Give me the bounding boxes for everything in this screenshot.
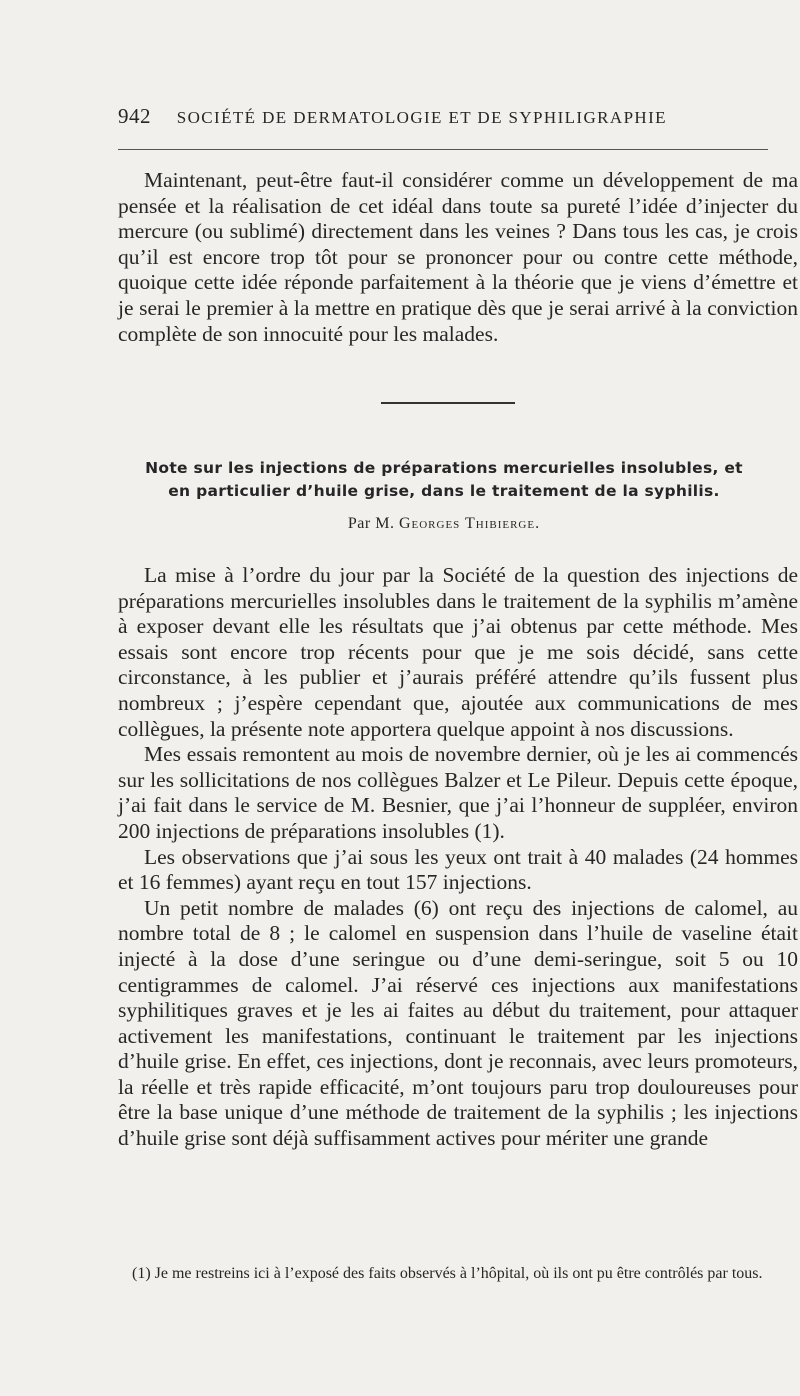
running-title: SOCIÉTÉ DE DERMATOLOGIE ET DE SYPHILIGRAPHIE [176,108,667,127]
header-rule [118,149,768,150]
article-title-line-1: Note sur les injections de préparations mercurielles insolubles, et [145,459,743,477]
paragraph-1-block [118,168,798,347]
running-header [118,104,778,129]
paragraph: La mise à l’ordre du jour par la Société de la question des injections de préparations mercurielles insolubles dans le traitement de la syphilis m’amène à exposer devant elle les résultats que j’ai obtenus par cette méthode. Mes essais sont encore trop récents pour que je me sois décidé, sans cette circonstance, à les publier et j’aurais préféré attendre qu’ils fussent plus nombreux ; j’espère cependant que, ajoutée aux communications de mes collègues, la présente note apportera quelque appoint à nos discussions. [118,563,798,741]
paragraph: Un petit nombre de malades (6) ont reçu des injections de calomel, au nombre total de 8 ; le calomel en suspension dans l’huile de vaseline était injecté à la dose d’une seringue ou d’une demi-seringue, soit 5 ou 10 centigrammes de calomel. J’ai réservé ces injections aux manifestations syphilitiques graves et je les ai faites au début du traitement, pour attaquer activement les manifestations, continuant le traitement par les injections d’huile grise. En effet, ces injections, dont je reconnais, avec leurs promoteurs, la réelle et très rapide efficacité, m’ont toujours paru trop douloureuses pour être la base unique d’une méthode de traitement de la syphilis ; les injections d’huile grise sont déjà suffisamment actives pour mériter une grande [118,895,798,1151]
article-title [118,457,770,503]
article-body [118,563,798,1152]
paragraph: Maintenant, peut-être faut-il considérer comme un développement de ma pensée et la réalisation de cet idéal dans toute sa pureté l’idée d’injecter du mercure (ou sublimé) directement dans les veines ? Dans tous les cas, je crois qu’il est encore trop tôt pour se prononcer pour ou contre cette méthode, quoique cette idée réponde parfaitement à la théorie que je viens d’émettre et je serai le premier à la mettre en pratique dès que je serai arrivé à la conviction complète de son innocuité pour les malades. [118,168,798,346]
paragraph: Mes essais remontent au mois de novembre dernier, où je les ai commencés sur les sollicitations de nos collègues Balzer et Le Pileur. Depuis cette époque, j’ai fait dans le service de M. Besnier, que j’ai l’honneur de suppléer, environ 200 injections de préparations insolubles (1). [118,742,798,843]
footnote: (1) Je me restreins ici à l’exposé des faits observés à l’hôpital, où ils ont pu être contrôlés par tous. [132,1265,763,1282]
author-prefix: Par M. [347,515,395,532]
paragraph: Les observations que j’ai sous les yeux ont trait à 40 malades (24 hommes et 16 femmes) ayant reçu en tout 157 injections. [118,844,798,895]
article-author [118,515,770,533]
page-number: 942 [118,104,151,128]
section-divider [381,402,515,404]
article-title-line-2: en particulier d’huile grise, dans le traitement de la syphilis. [168,482,720,500]
author-name: Georges Thibierge. [398,515,541,532]
